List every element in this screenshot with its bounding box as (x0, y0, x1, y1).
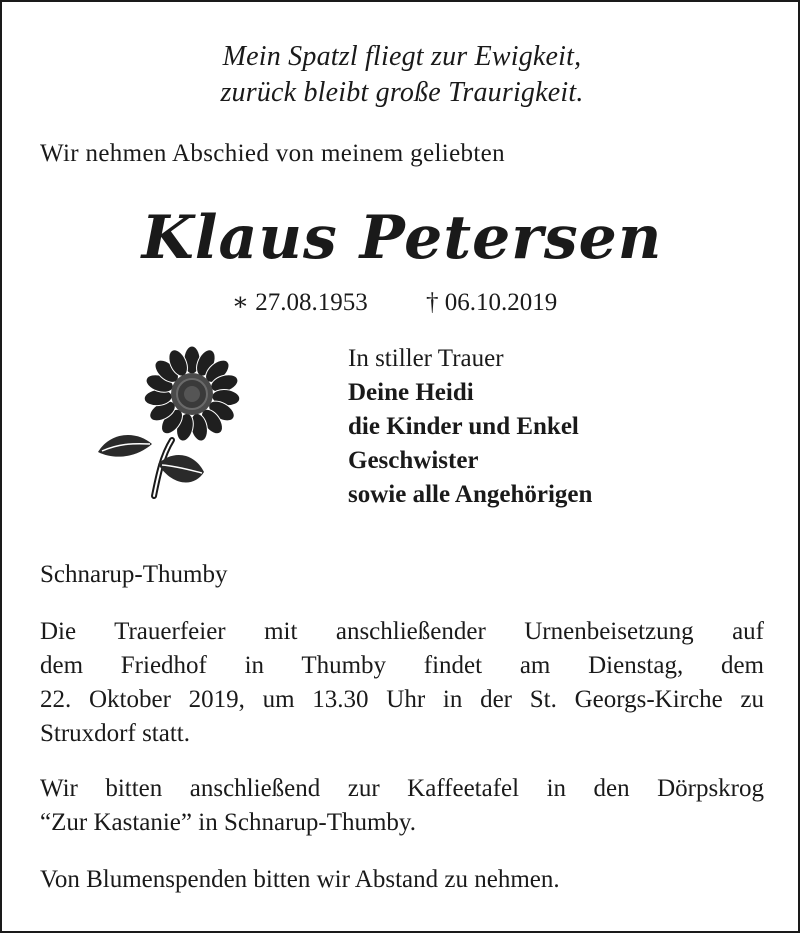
intro-text: Wir nehmen Abschied von meinem geliebten (40, 140, 505, 167)
birth-date: ∗ 27.08.1953 (232, 289, 368, 316)
ceremony-line: Die Trauerfeier mit anschließender Urnenbeisetzung auf (40, 618, 764, 645)
mourning-phrase: In stiller Trauer (348, 345, 504, 372)
ceremony-paragraph (40, 615, 764, 751)
mourner-name: Geschwister (348, 447, 479, 474)
place-name: Schnarup-Thumby (40, 561, 228, 588)
ceremony-line: dem Friedhof in Thumby findet am Dienstag, dem (40, 652, 764, 679)
mourner-name: die Kinder und Enkel (348, 413, 579, 440)
flowers-note: Von Blumenspenden bitten wir Abstand zu nehmen. (40, 866, 560, 893)
ceremony-line: 22. Oktober 2019, um 13.30 Uhr in der St. Georgs-Kirche zu (40, 686, 764, 713)
mourners-list (348, 342, 592, 512)
mourner-name: sowie alle Angehörigen (348, 481, 593, 508)
coffee-paragraph (40, 772, 764, 840)
motto-line-2: zurück bleibt große Traurigkeit. (220, 77, 584, 108)
sunflower-icon (92, 346, 272, 506)
death-date: † 06.10.2019 (426, 289, 558, 316)
mourner-name: Deine Heidi (348, 379, 474, 406)
ceremony-line: Struxdorf statt. (40, 720, 190, 747)
deceased-name: Klaus Petersen (141, 203, 663, 273)
coffee-line: Wir bitten anschließend zur Kaffeetafel in den Dörpskrog (40, 775, 764, 802)
motto-line-1: Mein Spatzl fliegt zur Ewigkeit, (222, 41, 582, 72)
coffee-line: “Zur Kastanie” in Schnarup-Thumby. (40, 809, 417, 836)
life-dates (2, 286, 800, 320)
